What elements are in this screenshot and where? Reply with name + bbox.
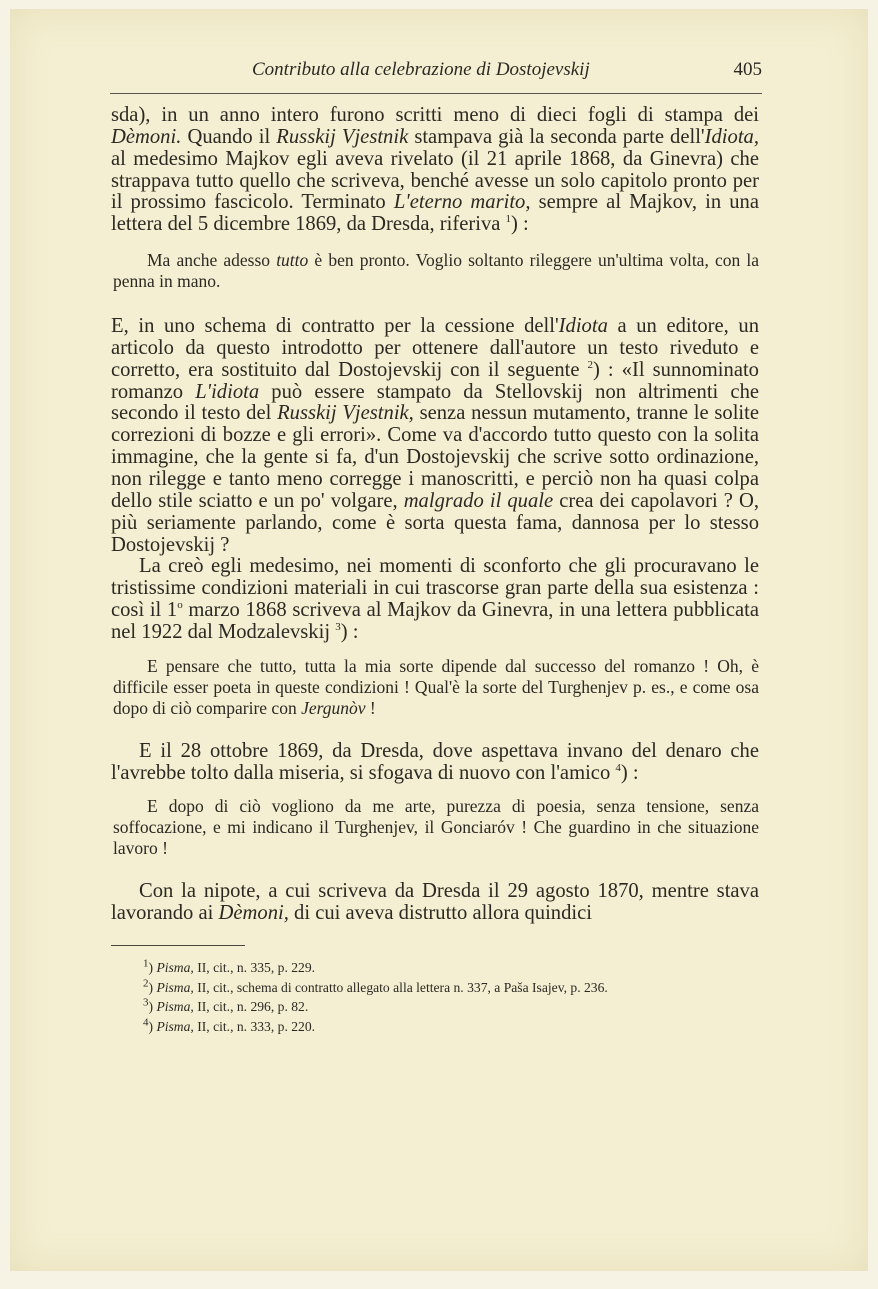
block-quote-2: E pensare che tutto, tutta la mia sorte dipende dal successo del romanzo ! Oh, è difficile esser poeta in queste condizioni ! Qual'è la sorte del Turghenjev p. es., e come osa dopo di ciò comparire con Jergunòv ! (113, 655, 759, 718)
footnote-4: $^4$) Pisma, II, cit., n. 333, p. 220. (143, 1016, 316, 1034)
running-title: Contributo alla celebrazione di Dostojevskij (252, 59, 590, 80)
footnote-ref-2: 2 (587, 358, 594, 371)
page-number: 405 (733, 59, 762, 80)
page-body (111, 105, 759, 1036)
block-quote-3: E dopo di ciò vogliono da me arte, purezza di poesia, senza tensione, senza soffocazione, e mi indicano il Turghenjev, il Gonciaróv ! Che guardino in che situazione lavoro ! (113, 796, 759, 859)
paragraph-1: sda), in un anno intero furono scritti meno di dieci fogli di stampa dei Dèmoni. Quando il Russkij Vjestnik stampava già la seconda parte dell'Idiota, al medesimo Majkov egli aveva rivelato (il 21 aprile 1868, da Ginevra) che strappava tutto quello che scriveva, benché avesse un solo capitolo pronto per il prossimo fascicolo. Terminato L'eterno marito, sempre al Majkov, in una lettera del 5 dicembre 1869, da Dresda, riferiva $^1$) : (111, 104, 759, 236)
footnote-ref-1: 1 (505, 213, 512, 226)
block-quote-1: Ma anche adesso tutto è ben pronto. Voglio soltanto rileggere un'ultima volta, con la penna in mano. (113, 250, 759, 292)
book-page (10, 9, 868, 1271)
footnote-ref-3: 3 (335, 621, 341, 634)
paragraph-4: E il 28 ottobre 1869, da Dresda, dove aspettava invano del denaro che l'avrebbe tolto dalla miseria, si sfogava di nuovo con l'amico $^4$) : (111, 739, 759, 784)
footnote-3: $^3$) Pisma, II, cit., n. 296, p. 82. (143, 996, 309, 1015)
footnote-1: $^1$) Pisma, II, cit., n. 335, p. 229. (143, 957, 316, 976)
paragraph-3: La creò egli medesimo, nei momenti di sconforto che gli procuravano le tristissime condizioni materiali in cui trascorse gran parte della sua esistenza : così il 1$^o$ marzo 1868 scriveva al Majkov da Ginevra, in una lettera pubblicata nel 1922 dal Modzalevskij $^3$) : (111, 555, 759, 643)
footnotes (111, 958, 759, 1036)
paragraph-2: E, in uno schema di contratto per la cessione dell'Idiota a un editore, un articolo da questo introdotto per ottenere dall'autore un testo riveduto e corretto, era sostituito dal Dostojevskij con il seguente $^2$) : «Il sunnominato romanzo L'idiota può essere stampato da Stellovskij non altrimenti che secondo il testo del Russkij Vjestnik, senza nessun mutamento, tranne le solite correzioni di bozze e gli errori». Come va d'accordo tutto questo con la solita immagine, che la gente si fa, d'un Dostojevskij che scrive sotto ordinazione, non rilegge e tanto meno corregge i manoscritti, e perciò non ha quasi colpa dello stile sciatto e un po' volgare, malgrado il quale crea dei capolavori ? O, più seriamente parlando, come è sorta questa fama, dannosa per lo stesso Dostojevskij ? (111, 315, 760, 556)
footnote-divider (111, 945, 245, 946)
paragraph-5: Con la nipote, a cui scriveva da Dresda il 29 agosto 1870, mentre stava lavorando ai Dèmoni, di cui aveva distrutto allora quindici (111, 880, 759, 925)
footnote-ref-4: 4 (615, 761, 621, 774)
running-header (110, 59, 762, 94)
footnote-2: $^2$) Pisma, II, cit., schema di contratto allegato alla lettera n. 337, a Paša Isajev, p. 236. (143, 977, 608, 995)
